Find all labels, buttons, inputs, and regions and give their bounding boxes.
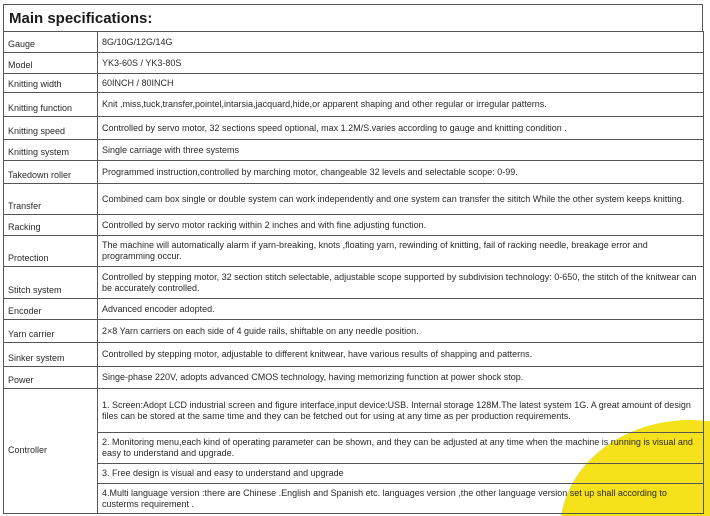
page-title: Main specifications: xyxy=(9,10,153,27)
spec-table xyxy=(3,31,704,514)
spec-row xyxy=(4,93,704,117)
spec-row xyxy=(4,74,704,93)
spec-value: Knit ,miss,tuck,transfer,pointel,intarsia,jacquard,hide,or apparent shaping and other regular or irregular patterns. xyxy=(98,93,704,117)
spec-label: Power xyxy=(4,367,98,389)
spec-row xyxy=(4,184,704,215)
spec-value: Programmed instruction,controlled by marching motor, changeable 32 levels and selectable scope: 0-99. xyxy=(98,161,704,184)
spec-label: Knitting speed xyxy=(4,117,98,140)
spec-value: Controlled by stepping motor, adjustable to different knitwear, have various results of shapping and patterns. xyxy=(98,343,704,367)
spec-value: 2×8 Yarn carriers on each side of 4 guide rails, shiftable on any needle position. xyxy=(98,320,704,343)
controller-label: Controller xyxy=(4,389,98,514)
spec-label: Gauge xyxy=(4,32,98,53)
spec-label: Stitch system xyxy=(4,267,98,299)
spec-label: Transfer xyxy=(4,184,98,215)
spec-value: Combined cam box single or double system can work independently and one system can transfer the sititch While the other system keeps knitting. xyxy=(98,184,704,215)
title-bar xyxy=(3,4,703,31)
spec-label: Yarn carrier xyxy=(4,320,98,343)
spec-row xyxy=(4,53,704,74)
spec-label: Model xyxy=(4,53,98,74)
spec-value: The machine will automatically alarm if yarn-breaking, knots ,floating yarn, rewinding of knitting, fail of racking needle, breakage error and programming occur. xyxy=(98,236,704,267)
spec-value: Controlled by stepping motor, 32 section stitch selectable, adjustable scope supported by subdivision technology: 0-650, the stitch of the knitwear can be accurately controlled. xyxy=(98,267,704,299)
controller-item: 3. Free design is visual and easy to understand and upgrade xyxy=(98,464,704,484)
spec-label: Knitting function xyxy=(4,93,98,117)
spec-label: Racking xyxy=(4,215,98,236)
spec-label: Knitting width xyxy=(4,74,98,93)
controller-item: 1. Screen:Adopt LCD industrial screen and figure interface,input device:USB. Internal storage 128M.The latest system 1G. A great amount of design files can be stored at the same time and they can be fetched out for using at any time as per production requirements. xyxy=(98,389,704,433)
spec-value: Singe-phase 220V, adopts advanced CMOS technology, having memorizing function at power shock stop. xyxy=(98,367,704,389)
spec-row xyxy=(4,343,704,367)
spec-label: Knitting system xyxy=(4,140,98,161)
spec-row xyxy=(4,236,704,267)
spec-row xyxy=(4,32,704,53)
spec-value: Controlled by servo motor racking within 2 inches and with fine adjusting function. xyxy=(98,215,704,236)
spec-label: Takedown roller xyxy=(4,161,98,184)
spec-row xyxy=(4,215,704,236)
spec-value: Single carriage with three systems xyxy=(98,140,704,161)
controller-row xyxy=(4,484,704,514)
controller-item: 4.Multi language version :there are Chinese .English and Spanish etc. languages version ,the other language version set up shall according to custerms requirement . xyxy=(98,484,704,514)
spec-value: Controlled by servo motor, 32 sections speed optional, max 1.2M/S.varies according to gauge and knitting condition . xyxy=(98,117,704,140)
spec-label: Encoder xyxy=(4,299,98,320)
controller-row xyxy=(4,464,704,484)
spec-row xyxy=(4,117,704,140)
controller-row xyxy=(4,389,704,433)
spec-row xyxy=(4,299,704,320)
spec-table-body xyxy=(4,32,704,514)
controller-row xyxy=(4,433,704,464)
spec-row xyxy=(4,367,704,389)
spec-value: 8G/10G/12G/14G xyxy=(98,32,704,53)
spec-row xyxy=(4,267,704,299)
spec-row xyxy=(4,161,704,184)
spec-label: Sinker system xyxy=(4,343,98,367)
spec-value: Advanced encoder adopted. xyxy=(98,299,704,320)
controller-item: 2. Monitoring menu,each kind of operating parameter can be shown, and they can be adjusted at any time when the machine is running is visual and easy to understand and upgrade. xyxy=(98,433,704,464)
spec-row xyxy=(4,320,704,343)
spec-value: YK3-60S / YK3-80S xyxy=(98,53,704,74)
spec-value: 60INCH / 80INCH xyxy=(98,74,704,93)
spec-label: Protection xyxy=(4,236,98,267)
spec-row xyxy=(4,140,704,161)
